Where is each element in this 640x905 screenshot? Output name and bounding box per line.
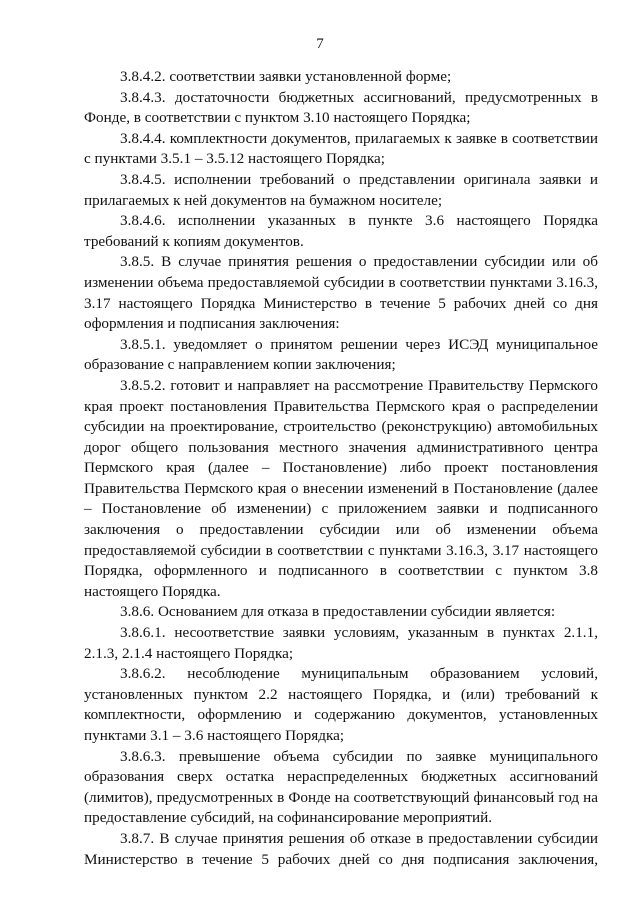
clause-3-8-6: 3.8.6. Основанием для отказа в предоставлении субсидии является: (120, 603, 556, 621)
clause-3-8-7: 3.8.7. В случае принятия решения об отказе в предоставлении субсидии Министерство в течение 5 рабочих дней со дня подписания заключения, (84, 829, 598, 868)
clause-3-8-6-3: 3.8.6.3. превышение объема субсидии по заявке муниципального образования сверх остатка нераспределенных бюджетных ассигнований (лимитов), предусмотренных в Фонде на соответствующий финансовый год на предоставление субсидий, на софинансирование мероприятий. (84, 747, 598, 827)
clause-3-8-6-2: 3.8.6.2. несоблюдение муниципальным образованием условий, установленных пунктом 2.2 настоящего Порядка, и (или) требований к комплектности, оформлению и содержанию документов, установленных пунктами 3.1 – 3.6 настоящего Порядка; (84, 665, 598, 744)
clause-3-8-4-2: 3.8.4.2. соответствии заявки установленной форме; (120, 68, 452, 85)
clause-3-8-4-5: 3.8.4.5. исполнении требований о представлении оригинала заявки и прилагаемых к ней документов на бумажном носителе; (84, 170, 598, 209)
clause-3-8-4-6: 3.8.4.6. исполнении указанных в пункте 3.6 настоящего Порядка требований к копиям документов. (84, 212, 598, 250)
page-number: 7 (316, 36, 324, 52)
document-body (84, 67, 598, 870)
clause-3-8-4-4: 3.8.4.4. комплектности документов, прилагаемых к заявке в соответствии с пунктами 3.5.1 – 3.5.12 настоящего Порядка; (84, 129, 598, 168)
clause-3-8-5-2: 3.8.5.2. готовит и направляет на рассмотрение Правительству Пермского края проект постановления Правительства Пермского края о распределении субсидии на проектирование, строительство (реконструкцию) автомобильных дорог общего пользования местного значения административного центра Пермского края (далее – Постановление) либо проект постановления Правительства Пермского края о внесении изменений в Постановление (далее – Постановление об изменении) с приложением заявки и подписанного заключения о предоставлении субсидии или об изменении объема предоставляемой субсидии в соответствии с пунктами 3.16.3, 3.17 настоящего Порядка, оформленного и подписанного в соответствии с пунктом 3.8 настоящего Порядка. (84, 376, 598, 600)
clause-3-8-5: 3.8.5. В случае принятия решения о предоставлении субсидии или об изменении объема предоставляемой субсидии в соответствии пунктами 3.16.3, 3.17 настоящего Порядка Министерство в течение 5 рабочих дней со дня оформления и подписания заключения: (84, 253, 598, 333)
clause-3-8-6-1: 3.8.6.1. несоответствие заявки условиям, указанным в пунктах 2.1.1, 2.1.3, 2.1.4 настоящего Порядка; (84, 624, 598, 662)
clause-3-8-5-1: 3.8.5.1. уведомляет о принятом решении через ИСЭД муниципальное образование с направлением копии заключения; (84, 335, 598, 374)
clause-3-8-4-3: 3.8.4.3. достаточности бюджетных ассигнований, предусмотренных в Фонде, в соответствии с пунктом 3.10 настоящего Порядка; (84, 88, 598, 127)
